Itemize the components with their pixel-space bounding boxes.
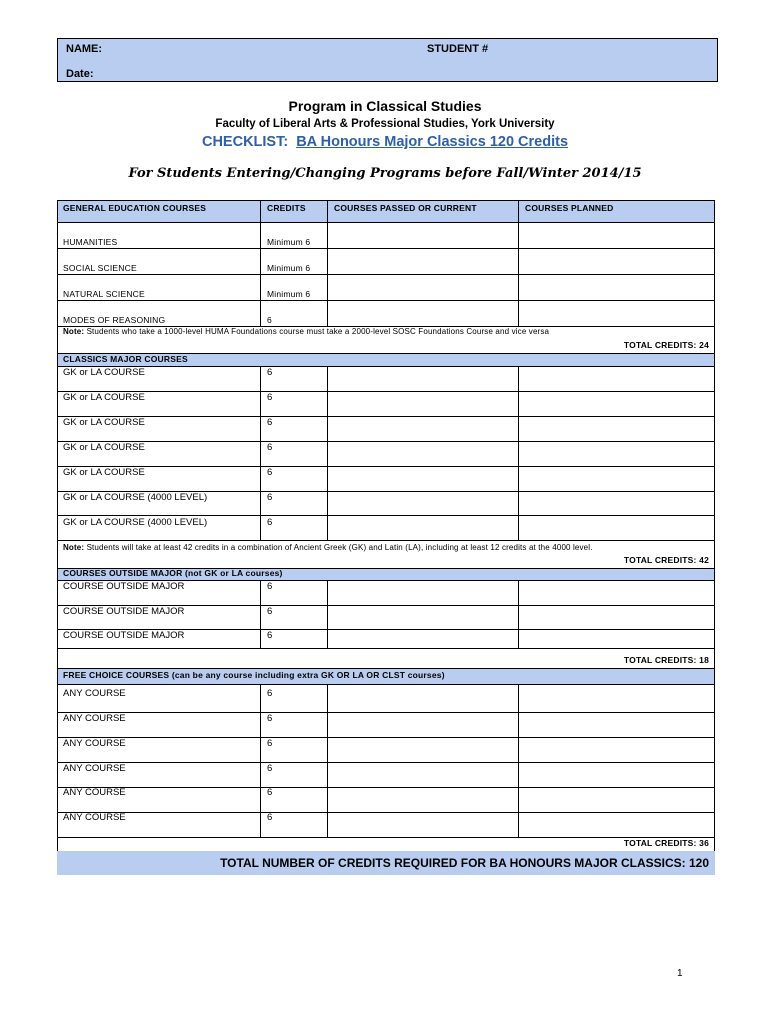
col-divider <box>260 366 261 540</box>
right-border <box>714 200 715 875</box>
free-credits: 6 <box>267 787 273 798</box>
col-divider <box>327 366 328 540</box>
student-info-box <box>57 38 718 82</box>
outside-course: COURSE OUTSIDE MAJOR <box>63 581 185 592</box>
classics-course: GK or LA COURSE <box>63 367 145 378</box>
row-line <box>57 466 715 467</box>
classics-course: GK or LA COURSE <box>63 392 145 403</box>
classics-course: GK or LA COURSE <box>63 442 145 453</box>
col-header-credits: CREDITS <box>267 203 306 213</box>
classics-note-text: Students will take at least 42 credits in a combination of Ancient Greek (GK) and Latin (LA), including at least 12 credits at the 4000 level. <box>84 543 593 552</box>
free-course: ANY COURSE <box>63 688 126 699</box>
classics-note-label: Note: <box>63 543 85 552</box>
col-divider <box>518 200 519 326</box>
col-header-passed: COURSES PASSED OR CURRENT <box>334 203 477 213</box>
outside-credits: 6 <box>267 630 273 641</box>
row-line <box>57 200 715 201</box>
classics-total: TOTAL CREDITS: 42 <box>623 555 709 565</box>
students-entering-heading: For Students Entering/Changing Programs before Fall/Winter 2014/15 <box>128 166 642 181</box>
row-line <box>57 837 715 838</box>
gen-ed-course: SOCIAL SCIENCE <box>63 263 137 273</box>
free-choice-heading: FREE CHOICE COURSES (can be any course including extra GK OR LA OR CLST courses) <box>63 670 445 680</box>
student-number-label: STUDENT # <box>427 43 489 55</box>
outside-heading: COURSES OUTSIDE MAJOR (not GK or LA courses) <box>63 568 283 578</box>
faculty-subtitle: Faculty of Liberal Arts & Professional Studies, York University <box>215 118 555 130</box>
gen-ed-credits: Minimum 6 <box>267 263 311 273</box>
free-course: ANY COURSE <box>63 763 126 774</box>
row-line <box>57 222 715 223</box>
date-label: Date: <box>66 68 94 80</box>
free-credits: 6 <box>267 713 273 724</box>
outside-total: TOTAL CREDITS: 18 <box>623 655 709 665</box>
gen-ed-note-label: Note: <box>63 327 85 336</box>
col-divider <box>260 200 261 326</box>
gen-ed-credits: Minimum 6 <box>267 237 311 247</box>
row-line <box>57 787 715 788</box>
free-credits: 6 <box>267 812 273 823</box>
row-line <box>57 684 715 685</box>
col-divider <box>518 580 519 648</box>
classics-credits: 6 <box>267 417 273 428</box>
outside-course: COURSE OUTSIDE MAJOR <box>63 630 185 641</box>
gen-ed-course: NATURAL SCIENCE <box>63 289 145 299</box>
page-number: 1 <box>677 968 683 979</box>
gen-ed-credits: 6 <box>267 315 272 325</box>
classics-course: GK or LA COURSE <box>63 417 145 428</box>
col-header-general: GENERAL EDUCATION COURSES <box>63 203 207 213</box>
classics-note <box>63 543 593 552</box>
row-line <box>57 441 715 442</box>
gen-ed-course: MODES OF REASONING <box>63 315 166 325</box>
row-line <box>57 712 715 713</box>
row-line <box>57 668 715 669</box>
row-line <box>57 812 715 813</box>
name-label: NAME: <box>66 43 103 55</box>
classics-heading: CLASSICS MAJOR COURSES <box>63 354 188 364</box>
row-line <box>57 648 715 649</box>
free-course: ANY COURSE <box>63 812 126 823</box>
free-choice-total: TOTAL CREDITS: 36 <box>623 838 709 848</box>
program-title: Program in Classical Studies <box>288 98 482 114</box>
col-divider <box>327 200 328 326</box>
classics-credits: 6 <box>267 517 273 528</box>
row-line <box>57 391 715 392</box>
free-course: ANY COURSE <box>63 787 126 798</box>
row-line <box>57 540 715 541</box>
row-line <box>57 366 715 367</box>
classics-credits: 6 <box>267 442 273 453</box>
row-line <box>57 515 715 516</box>
classics-credits: 6 <box>267 492 273 503</box>
row-line <box>57 416 715 417</box>
classics-credits: 6 <box>267 467 273 478</box>
col-divider <box>260 684 261 837</box>
left-border <box>57 200 58 875</box>
gen-ed-total: TOTAL CREDITS: 24 <box>623 340 709 350</box>
free-credits: 6 <box>267 688 273 699</box>
grand-total-banner: TOTAL NUMBER OF CREDITS REQUIRED FOR BA HONOURS MAJOR CLASSICS: 120 <box>57 851 715 875</box>
col-header-planned: COURSES PLANNED <box>525 203 614 213</box>
classics-credits: 6 <box>267 392 273 403</box>
row-line <box>57 737 715 738</box>
classics-credits: 6 <box>267 367 273 378</box>
gen-ed-credits: Minimum 6 <box>267 289 311 299</box>
outside-credits: 6 <box>267 606 273 617</box>
outside-credits: 6 <box>267 581 273 592</box>
outside-course: COURSE OUTSIDE MAJOR <box>63 606 185 617</box>
col-divider <box>327 684 328 837</box>
row-line <box>57 274 715 275</box>
col-divider <box>327 580 328 648</box>
checklist-prefix: CHECKLIST: <box>201 134 289 150</box>
free-course: ANY COURSE <box>63 738 126 749</box>
col-divider <box>518 366 519 540</box>
row-line <box>57 762 715 763</box>
free-credits: 6 <box>267 738 273 749</box>
col-divider <box>518 684 519 837</box>
free-course: ANY COURSE <box>63 713 126 724</box>
row-line <box>57 300 715 301</box>
checklist-form <box>57 200 715 875</box>
classics-course: GK or LA COURSE (4000 LEVEL) <box>63 492 208 503</box>
checklist-program-name: BA Honours Major Classics 120 Credits <box>296 134 569 150</box>
checklist-title <box>0 134 770 150</box>
gen-ed-note <box>63 327 549 336</box>
classics-course: GK or LA COURSE <box>63 467 145 478</box>
col-divider <box>260 580 261 648</box>
classics-course: GK or LA COURSE (4000 LEVEL) <box>63 517 208 528</box>
row-line <box>57 248 715 249</box>
gen-ed-course: HUMANITIES <box>63 237 118 247</box>
free-credits: 6 <box>267 763 273 774</box>
gen-ed-note-text: Students who take a 1000-level HUMA Foundations course must take a 2000-level SOSC Foundations Course and vice versa <box>84 327 550 336</box>
